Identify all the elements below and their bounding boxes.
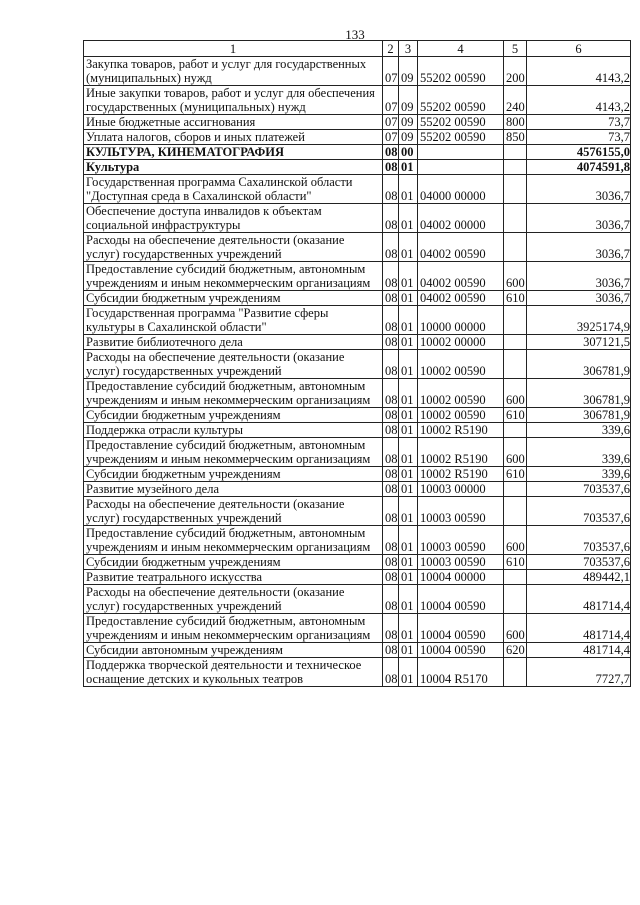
amount: 4074591,8 [527,160,631,175]
target-article-code: 10003 00590 [418,555,504,570]
subsection-code: 01 [399,555,418,570]
section-code: 07 [383,86,399,115]
target-article-code: 04000 00000 [418,175,504,204]
subsection-code: 01 [399,160,418,175]
target-article-code: 10004 R5170 [418,658,504,687]
expense-type-code [504,145,527,160]
expense-type-code: 240 [504,86,527,115]
table-row [84,145,631,160]
subsection-code: 01 [399,233,418,262]
subsection-code: 09 [399,115,418,130]
target-article-code: 10002 00590 [418,379,504,408]
item-name: Субсидии бюджетным учреждениям [84,408,383,423]
section-code: 08 [383,438,399,467]
header-cell: 2 [383,41,399,57]
table-row [84,526,631,555]
subsection-code: 01 [399,570,418,585]
amount: 481714,4 [527,614,631,643]
table-row [84,262,631,291]
table-row [84,86,631,115]
section-code: 08 [383,585,399,614]
table-row [84,350,631,379]
item-name: Развитие музейного дела [84,482,383,497]
expense-type-code: 600 [504,526,527,555]
expense-type-code [504,204,527,233]
item-name: Предоставление субсидий бюджетным, автономным учреждениям и иным некоммерческим организациям [84,526,383,555]
table-row [84,233,631,262]
section-code: 08 [383,526,399,555]
section-code: 08 [383,497,399,526]
amount: 306781,9 [527,379,631,408]
table-row [84,57,631,86]
subsection-code: 09 [399,86,418,115]
table-row [84,423,631,438]
target-article-code: 10002 R5190 [418,467,504,482]
expense-type-code [504,585,527,614]
target-article-code: 10004 00590 [418,643,504,658]
subsection-code: 00 [399,145,418,160]
expense-type-code: 610 [504,555,527,570]
subsection-code: 09 [399,130,418,145]
target-article-code: 10002 00000 [418,335,504,350]
item-name: Развитие театрального искусства [84,570,383,585]
item-name: Субсидии бюджетным учреждениям [84,291,383,306]
amount: 4143,2 [527,57,631,86]
amount: 3036,7 [527,262,631,291]
item-name: Культура [84,160,383,175]
subsection-code: 01 [399,423,418,438]
table-row [84,130,631,145]
item-name: Предоставление субсидий бюджетным, автономным учреждениям и иным некоммерческим организациям [84,438,383,467]
table-row [84,335,631,350]
subsection-code: 01 [399,204,418,233]
table-row [84,204,631,233]
expense-type-code [504,497,527,526]
item-name: Расходы на обеспечение деятельности (оказание услуг) государственных учреждений [84,350,383,379]
section-code: 08 [383,643,399,658]
header-cell: 5 [504,41,527,57]
table-row [84,658,631,687]
section-code: 08 [383,555,399,570]
amount: 703537,6 [527,526,631,555]
header-cell: 4 [418,41,504,57]
amount: 73,7 [527,115,631,130]
subsection-code: 01 [399,438,418,467]
amount: 3036,7 [527,175,631,204]
section-code: 08 [383,262,399,291]
section-code: 08 [383,306,399,335]
item-name: Обеспечение доступа инвалидов к объектам социальной инфраструктуры [84,204,383,233]
amount: 703537,6 [527,497,631,526]
expense-type-code: 600 [504,438,527,467]
item-name: Уплата налогов, сборов и иных платежей [84,130,383,145]
expense-type-code [504,175,527,204]
header-cell: 6 [527,41,631,57]
target-article-code: 04002 00590 [418,233,504,262]
section-code: 08 [383,482,399,497]
item-name: Иные бюджетные ассигнования [84,115,383,130]
amount: 489442,1 [527,570,631,585]
subsection-code: 01 [399,350,418,379]
target-article-code: 04002 00000 [418,204,504,233]
table-row [84,643,631,658]
item-name: Развитие библиотечного дела [84,335,383,350]
page-number: 133 [345,27,365,42]
subsection-code: 01 [399,643,418,658]
table-row [84,438,631,467]
table-row [84,482,631,497]
header-cell: 1 [84,41,383,57]
amount: 481714,4 [527,585,631,614]
item-name: Иные закупки товаров, работ и услуг для обеспечения государственных (муниципальных) нужд [84,86,383,115]
amount: 306781,9 [527,350,631,379]
section-code: 08 [383,658,399,687]
table-row [84,175,631,204]
item-name: Субсидии бюджетным учреждениям [84,467,383,482]
item-name: Поддержка отрасли культуры [84,423,383,438]
expense-type-code [504,306,527,335]
target-article-code: 10002 R5190 [418,438,504,467]
table-row [84,570,631,585]
section-code: 08 [383,233,399,262]
item-name: Субсидии автономным учреждениям [84,643,383,658]
subsection-code: 01 [399,335,418,350]
section-code: 08 [383,614,399,643]
item-name: Расходы на обеспечение деятельности (оказание услуг) государственных учреждений [84,233,383,262]
amount: 73,7 [527,130,631,145]
table-row [84,115,631,130]
item-name: Государственная программа Сахалинской области "Доступная среда в Сахалинской области" [84,175,383,204]
section-code: 08 [383,408,399,423]
table-row [84,555,631,570]
section-code: 08 [383,467,399,482]
subsection-code: 01 [399,614,418,643]
amount: 4143,2 [527,86,631,115]
amount: 7727,7 [527,658,631,687]
table-row [84,291,631,306]
expense-type-code [504,423,527,438]
subsection-code: 01 [399,658,418,687]
subsection-code: 01 [399,585,418,614]
item-name: КУЛЬТУРА, КИНЕМАТОГРАФИЯ [84,145,383,160]
table-row [84,585,631,614]
amount: 339,6 [527,423,631,438]
item-name: Расходы на обеспечение деятельности (оказание услуг) государственных учреждений [84,497,383,526]
subsection-code: 01 [399,526,418,555]
subsection-code: 01 [399,262,418,291]
section-code: 08 [383,379,399,408]
section-code: 08 [383,145,399,160]
expense-type-code: 610 [504,467,527,482]
target-article-code: 10002 R5190 [418,423,504,438]
section-code: 08 [383,423,399,438]
target-article-code: 55202 00590 [418,115,504,130]
expense-type-code: 600 [504,614,527,643]
expense-type-code [504,233,527,262]
subsection-code: 01 [399,379,418,408]
expense-type-code: 600 [504,262,527,291]
amount: 3036,7 [527,291,631,306]
section-code: 08 [383,175,399,204]
target-article-code: 10004 00590 [418,585,504,614]
table-row [84,160,631,175]
amount: 307121,5 [527,335,631,350]
amount: 481714,4 [527,643,631,658]
table-row [84,614,631,643]
target-article-code: 10002 00590 [418,408,504,423]
expense-type-code [504,350,527,379]
item-name: Закупка товаров, работ и услуг для государственных (муниципальных) нужд [84,57,383,86]
amount: 703537,6 [527,555,631,570]
target-article-code [418,160,504,175]
item-name: Субсидии бюджетным учреждениям [84,555,383,570]
section-code: 07 [383,115,399,130]
expense-type-code: 610 [504,408,527,423]
section-code: 07 [383,57,399,86]
target-article-code: 10000 00000 [418,306,504,335]
expense-type-code: 850 [504,130,527,145]
target-article-code: 10003 00590 [418,526,504,555]
expense-type-code [504,570,527,585]
section-code: 08 [383,204,399,233]
budget-table [83,40,631,687]
expense-type-code: 620 [504,643,527,658]
expense-type-code [504,335,527,350]
section-code: 08 [383,335,399,350]
section-code: 08 [383,291,399,306]
amount: 339,6 [527,438,631,467]
amount: 4576155,0 [527,145,631,160]
subsection-code: 01 [399,497,418,526]
subsection-code: 01 [399,408,418,423]
section-code: 08 [383,570,399,585]
item-name: Расходы на обеспечение деятельности (оказание услуг) государственных учреждений [84,585,383,614]
section-code: 08 [383,350,399,379]
table-row [84,408,631,423]
table-row [84,379,631,408]
target-article-code: 10002 00590 [418,350,504,379]
expense-type-code [504,160,527,175]
subsection-code: 01 [399,306,418,335]
target-article-code: 04002 00590 [418,262,504,291]
expense-type-code: 200 [504,57,527,86]
target-article-code: 10003 00590 [418,497,504,526]
expense-type-code: 600 [504,379,527,408]
subsection-code: 01 [399,482,418,497]
item-name: Государственная программа "Развитие сферы культуры в Сахалинской области" [84,306,383,335]
expense-type-code [504,658,527,687]
target-article-code: 10004 00000 [418,570,504,585]
item-name: Поддержка творческой деятельности и техническое оснащение детских и кукольных театров [84,658,383,687]
target-article-code: 55202 00590 [418,57,504,86]
expense-type-code: 610 [504,291,527,306]
item-name: Предоставление субсидий бюджетным, автономным учреждениям и иным некоммерческим организациям [84,262,383,291]
header-row [84,41,631,57]
expense-type-code: 800 [504,115,527,130]
target-article-code [418,145,504,160]
target-article-code: 55202 00590 [418,86,504,115]
amount: 3036,7 [527,233,631,262]
amount: 306781,9 [527,408,631,423]
target-article-code: 55202 00590 [418,130,504,145]
expense-type-code [504,482,527,497]
item-name: Предоставление субсидий бюджетным, автономным учреждениям и иным некоммерческим организациям [84,614,383,643]
subsection-code: 01 [399,175,418,204]
table-row [84,467,631,482]
target-article-code: 10004 00590 [418,614,504,643]
item-name: Предоставление субсидий бюджетным, автономным учреждениям и иным некоммерческим организациям [84,379,383,408]
amount: 3036,7 [527,204,631,233]
subsection-code: 01 [399,467,418,482]
subsection-code: 01 [399,291,418,306]
section-code: 08 [383,160,399,175]
table-row [84,497,631,526]
header-cell: 3 [399,41,418,57]
amount: 703537,6 [527,482,631,497]
target-article-code: 04002 00590 [418,291,504,306]
amount: 3925174,9 [527,306,631,335]
amount: 339,6 [527,467,631,482]
table-row [84,306,631,335]
section-code: 07 [383,130,399,145]
target-article-code: 10003 00000 [418,482,504,497]
subsection-code: 09 [399,57,418,86]
